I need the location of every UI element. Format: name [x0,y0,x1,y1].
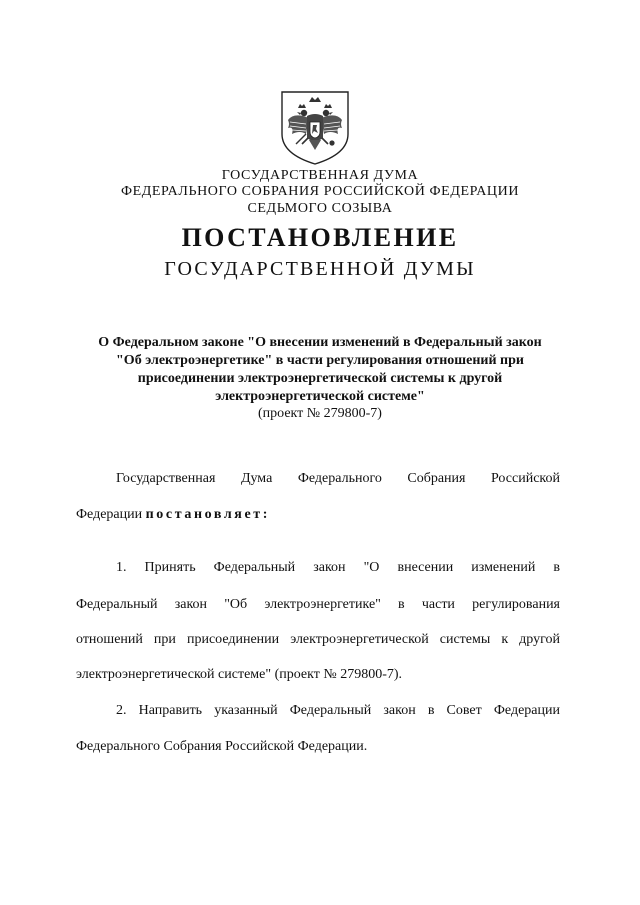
resolution-verb: постановляет: [145,507,271,522]
subject-line: присоединении электроэнергетической системы к другой [137,371,503,386]
org-title-line: ФЕДЕРАЛЬНОГО СОБРАНИЯ РОССИЙСКОЙ ФЕДЕРАЦИИ [120,184,520,199]
document-type-subtitle: ГОСУДАРСТВЕННОЙ ДУМЫ [164,258,476,280]
item-2-line: 2. Направить указанный Федеральный закон в Совет Федерации [116,703,560,718]
org-title-line: ГОСУДАРСТВЕННАЯ ДУМА [221,168,419,183]
intro-line [76,507,560,523]
convocation-line: СЕДЬМОГО СОЗЫВА [247,201,393,216]
project-number: (проект № 279800-7) [258,406,382,421]
intro-line-start: Федерации [76,507,146,522]
subject-line: О Федеральном законе "О внесении изменений в Федеральный закон [98,335,542,350]
item-2-line: Федерального Собрания Российской Федерации. [76,739,368,754]
item-1-line: отношений при присоединении электроэнергетической системы к другой [76,632,560,647]
item-1-line: 1. Принять Федеральный закон "О внесении изменений в [116,560,560,575]
item-1-line: электроэнергетической системе" (проект № 279800-7). [76,667,403,682]
subject-line: электроэнергетической системе" [215,389,425,404]
intro-line: Государственная Дума Федерального Собрания Российской [116,471,560,486]
subject-line: "Об электроэнергетике" в части регулирования отношений при [116,353,524,368]
item-1-line: Федеральный закон "Об электроэнергетике" в части регулирования [76,597,560,612]
double-headed-eagle-emblem-icon [276,88,354,166]
document-type-title: ПОСТАНОВЛЕНИЕ [181,223,459,252]
